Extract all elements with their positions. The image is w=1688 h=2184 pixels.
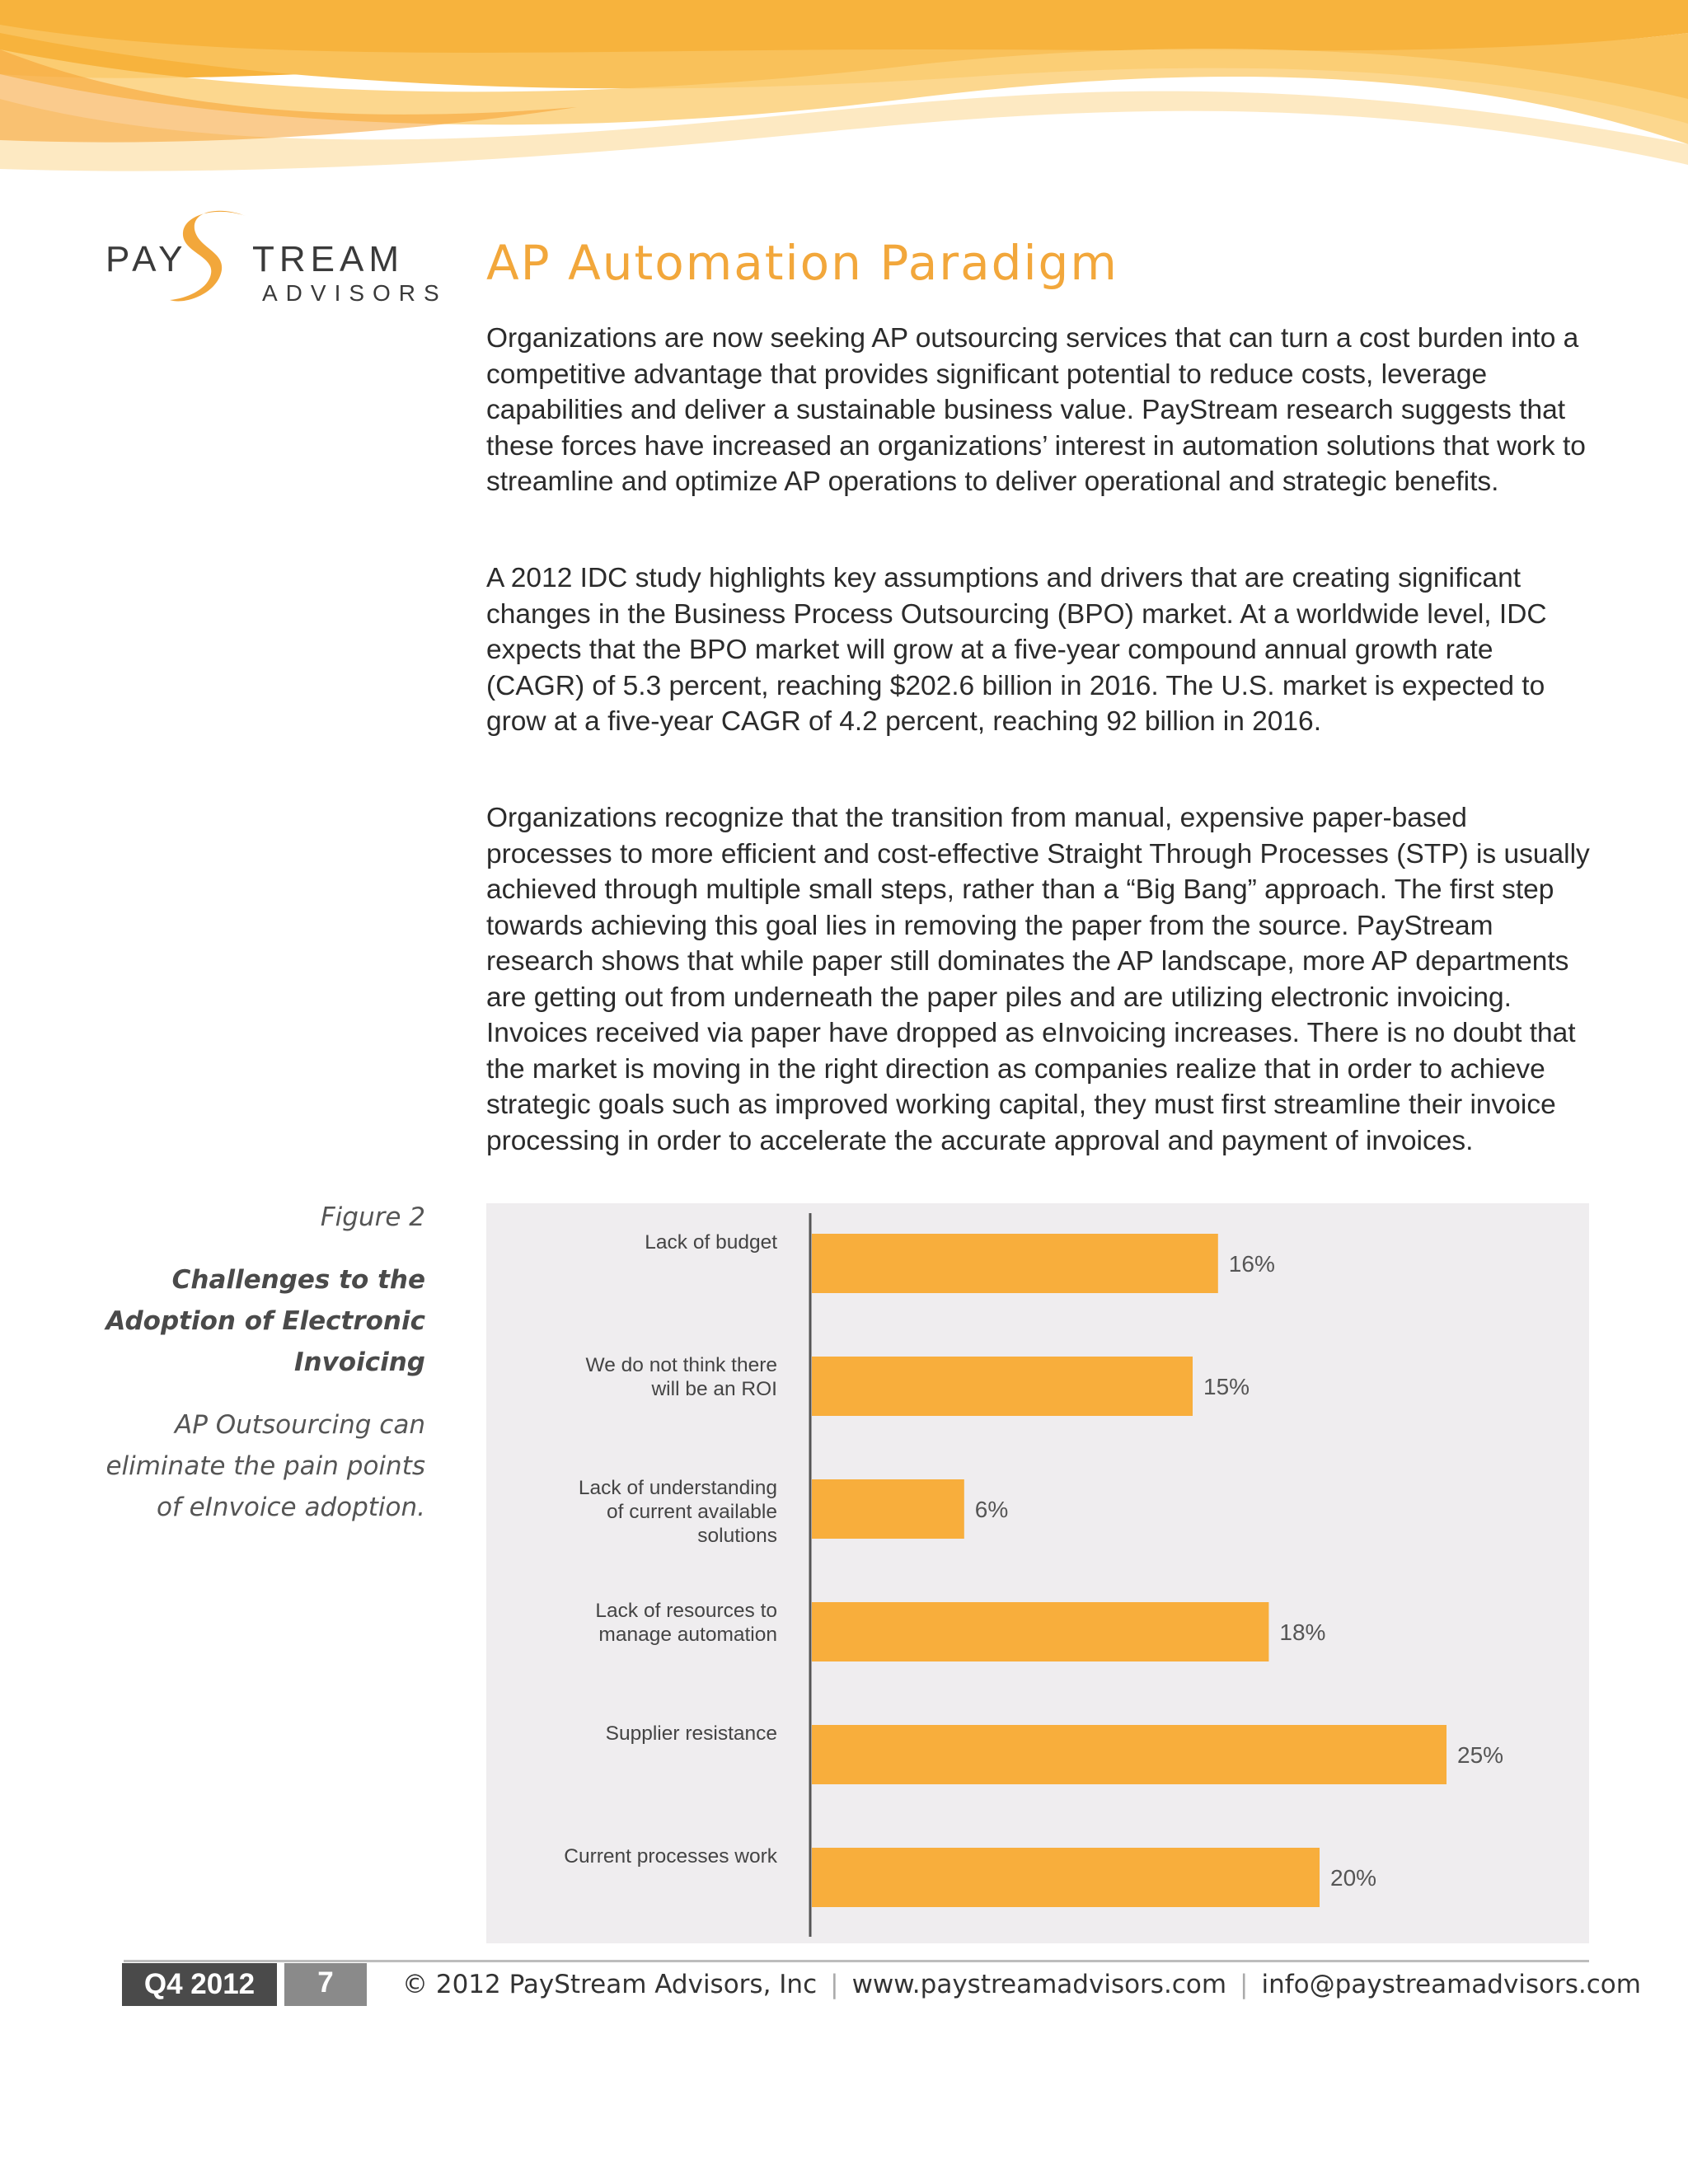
chart-category-label: Lack of understanding of current available solutions: [578, 1477, 777, 1547]
logo-s-swoosh-icon: [163, 206, 254, 313]
chart-category-label: We do not think there will be an ROI: [585, 1354, 777, 1400]
footer-divider: [124, 1960, 1589, 1962]
footer-contact: [402, 1970, 1641, 1999]
chart-category-label: Supplier resistance: [605, 1722, 777, 1745]
figure-title: Challenges to the Adoption of Electronic Invoicing: [106, 1265, 425, 1377]
chart-value-label: 16%: [1228, 1251, 1275, 1277]
footer-separator: |: [1240, 1970, 1249, 1999]
footer-website-link[interactable]: www.paystreamadvisors.com: [851, 1970, 1227, 1999]
chart-value-label: 25%: [1457, 1742, 1504, 1768]
page-number: 7: [284, 1963, 367, 2006]
chart-bar: [812, 1357, 1193, 1416]
logo-text-advisors: ADVISORS: [262, 280, 448, 306]
footer-copyright: © 2012 PayStream Advisors, Inc: [402, 1970, 818, 1999]
header-wave-banner: [0, 0, 1688, 198]
body-paragraph: Organizations are now seeking AP outsourcing services that can turn a cost burden into a competitive advantage that provides significant potential to reduce costs, leverage capabilities and deliver a sustainable business value. PayStream research suggests that these forces have increased an organizations’ interest in automation solutions that work to streamline and optimize AP operations to deliver operational and strategic benefits.: [486, 323, 1586, 497]
chart-value-label: 6%: [974, 1497, 1009, 1522]
paystream-logo: [106, 206, 448, 313]
bar-chart-panel: [486, 1203, 1589, 1943]
figure-label: Figure 2: [320, 1202, 425, 1232]
body-paragraph: Organizations recognize that the transition from manual, expensive paper-based processes to more efficient and cost-effective Straight Through Processes (STP) is usually achieved through multiple small steps, rather than a “Big Bang” approach. The first step towards achieving this goal lies in removing the paper from the source. PayStream research shows that while paper still dominates the AP landscape, more AP departments are getting out from underneath the paper piles and are utilizing electronic invoicing. Invoices received via paper have dropped as eInvoicing increases. There is no doubt that the market is moving in the right direction as companies realize that in order to achieve strategic goals such as improved working capital, they must first streamline their invoice processing in order to accelerate the accurate approval and payment of invoices.: [486, 803, 1590, 1156]
chart-value-label: 18%: [1279, 1619, 1326, 1645]
chart-bar: [812, 1479, 964, 1539]
bar-chart: [486, 1203, 1589, 1943]
chart-bar: [812, 1602, 1268, 1661]
chart-value-label: 20%: [1330, 1865, 1377, 1891]
figure-sidebar: [82, 1197, 425, 1528]
logo-text-pay: PAY: [106, 239, 188, 279]
footer-email-link[interactable]: info@paystreamadvisors.com: [1261, 1970, 1641, 1999]
chart-bar: [812, 1234, 1218, 1293]
chart-category-label: Lack of budget: [645, 1231, 777, 1254]
chart-bar: [812, 1725, 1447, 1784]
chart-category-label: Current processes work: [564, 1845, 777, 1868]
chart-value-label: 15%: [1203, 1374, 1250, 1399]
chart-category-label: Lack of resources to manage automation: [595, 1600, 777, 1646]
chart-bar: [812, 1848, 1320, 1907]
quarter-badge: Q4 2012: [122, 1963, 277, 2006]
figure-caption: AP Outsourcing can eliminate the pain points of eInvoice adoption.: [106, 1410, 425, 1522]
footer-separator: |: [830, 1970, 839, 1999]
page-title: AP Automation Paradigm: [486, 235, 1118, 291]
body-paragraph: A 2012 IDC study highlights key assumptions and drivers that are creating significant changes in the Business Process Outsourcing (BPO) market. At a worldwide level, IDC expects that the BPO market will grow at a five-year compound annual growth rate (CAGR) of 5.3 percent, reaching $202.6 billion in 2016. The U.S. market is expected to grow at a five-year CAGR of 4.2 percent, reaching 92 billion in 2016.: [486, 563, 1547, 737]
logo-text-tream: TREAM: [252, 239, 404, 279]
